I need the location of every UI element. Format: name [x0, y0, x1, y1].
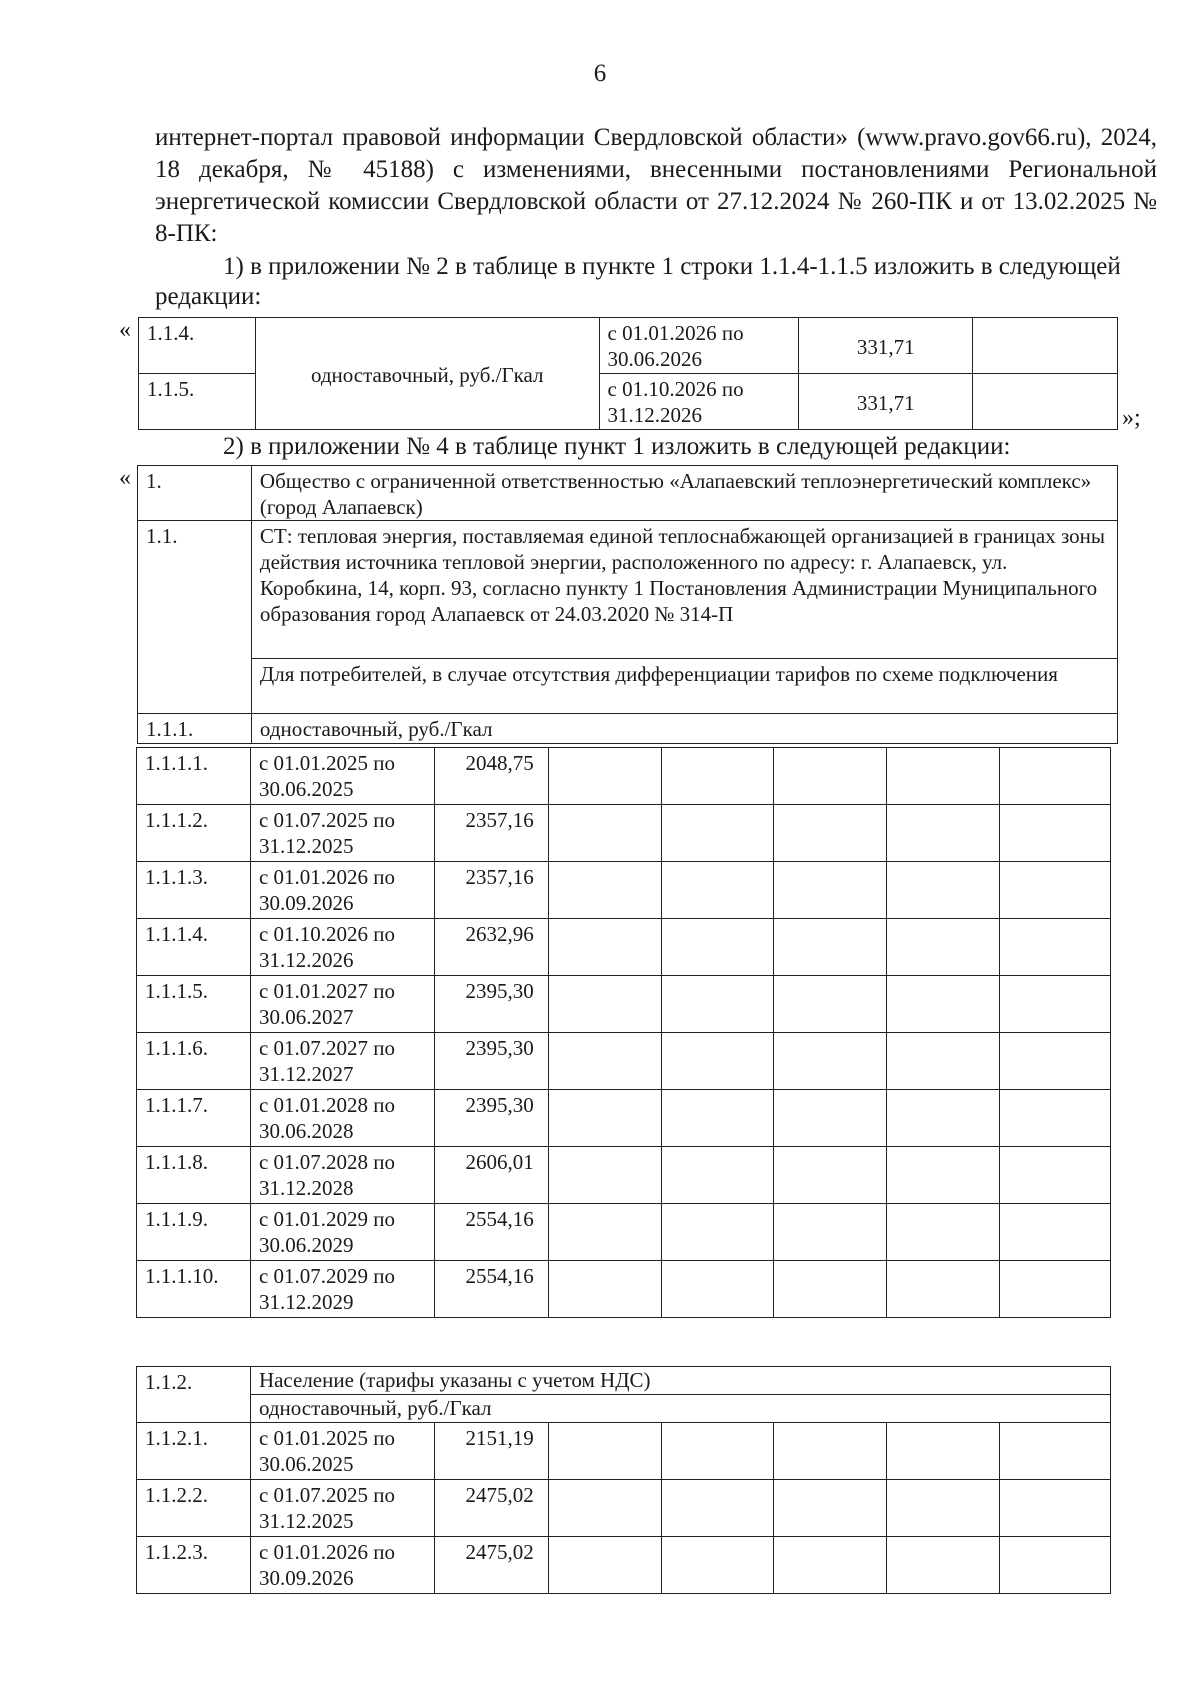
empty-cell [887, 919, 1000, 976]
empty-cell [1000, 1147, 1111, 1204]
tariff-rows-table [136, 747, 1111, 1318]
table-row [138, 521, 1118, 659]
population-label: Население (тарифы указаны с учетом НДС) [250, 1367, 1110, 1395]
row-number: 1.1.1.10. [137, 1261, 251, 1318]
empty-cell [887, 862, 1000, 919]
empty-cell [973, 318, 1118, 374]
empty-cell [548, 1480, 661, 1537]
period-cell: с 01.10.2026 по 31.12.2026 [250, 919, 434, 976]
intro-paragraph: интернет-портал правовой информации Свердловской области» (www.pravo.gov66.ru), 2024, 18 декабря, № 45188) с изменениями, внесенными постановлениями Региональной энергетической комиссии Свердловской области от 27.12.2024 № 260-ПК и от 13.02.2025 № 8-ПК: [155, 124, 1157, 247]
period-cell: с 01.01.2028 по 30.06.2028 [250, 1090, 434, 1147]
period-cell: с 01.01.2029 по 30.06.2029 [250, 1204, 434, 1261]
empty-cell [887, 1423, 1000, 1480]
value-cell: 2632,96 [434, 919, 548, 976]
consumers-description: Для потребителей, в случае отсутствия дифференциации тарифов по схеме подключения [251, 659, 1117, 714]
value-cell: 2048,75 [434, 748, 548, 805]
empty-cell [1000, 1204, 1111, 1261]
value-cell: 2151,19 [434, 1423, 548, 1480]
row-number: 1.1.2.2. [137, 1480, 251, 1537]
table-row [137, 1261, 1111, 1318]
empty-cell [661, 1033, 774, 1090]
empty-cell [1000, 1033, 1111, 1090]
empty-cell [661, 919, 774, 976]
table-row [137, 805, 1111, 862]
empty-cell [1000, 805, 1111, 862]
sub-number: 1.1.1. [138, 714, 252, 744]
row-number: 1.1.4. [139, 318, 256, 374]
period-cell: с 01.07.2025 по 31.12.2025 [250, 805, 434, 862]
table-row [137, 1147, 1111, 1204]
empty-cell [548, 1090, 661, 1147]
value-cell: 2554,16 [434, 1261, 548, 1318]
empty-cell [1000, 862, 1111, 919]
row-number: 1.1.1.8. [137, 1147, 251, 1204]
empty-cell [661, 1204, 774, 1261]
tariff-table-appendix-2 [138, 317, 1118, 430]
row-number: 1.1.1.6. [137, 1033, 251, 1090]
row-number: 1.1.1.1. [137, 748, 251, 805]
period-cell: с 01.01.2026 по 30.09.2026 [250, 862, 434, 919]
empty-cell [887, 976, 1000, 1033]
empty-cell [661, 1147, 774, 1204]
empty-cell [774, 1204, 887, 1261]
period-cell: с 01.01.2027 по 30.06.2027 [250, 976, 434, 1033]
table-row [137, 919, 1111, 976]
table-row [137, 862, 1111, 919]
population-table [136, 1366, 1111, 1594]
empty-cell [887, 1537, 1000, 1594]
value-cell: 2395,30 [434, 976, 548, 1033]
period-cell: с 01.07.2025 по 31.12.2025 [250, 1480, 434, 1537]
population-number: 1.1.2. [137, 1367, 251, 1423]
empty-cell [774, 1090, 887, 1147]
empty-cell [548, 919, 661, 976]
empty-cell [548, 1147, 661, 1204]
row-number: 1.1.1.4. [137, 919, 251, 976]
empty-cell [548, 862, 661, 919]
table-row [137, 1090, 1111, 1147]
value-cell: 2395,30 [434, 1033, 548, 1090]
table-row [138, 714, 1118, 744]
empty-cell [661, 976, 774, 1033]
period-cell: с 01.01.2025 по 30.06.2025 [250, 1423, 434, 1480]
table-row [137, 748, 1111, 805]
table-row [137, 1204, 1111, 1261]
empty-cell [774, 862, 887, 919]
open-quote-2: « [119, 465, 131, 491]
empty-cell [1000, 1423, 1111, 1480]
empty-cell [1000, 1090, 1111, 1147]
org-header-table [137, 465, 1118, 744]
empty-cell [661, 1480, 774, 1537]
empty-cell [1000, 1537, 1111, 1594]
item-2-paragraph: 2) в приложении № 4 в таблице пункт 1 изложить в следующей редакции: [223, 433, 1011, 460]
org-name: Общество с ограниченной ответственностью «Алапаевский теплоэнергетический комплекс» (город Алапаевск) [251, 466, 1117, 521]
empty-cell [774, 1480, 887, 1537]
period-cell: с 01.07.2027 по 31.12.2027 [250, 1033, 434, 1090]
row-number: 1.1.2.1. [137, 1423, 251, 1480]
empty-cell [887, 1261, 1000, 1318]
org-number: 1. [138, 466, 252, 521]
empty-cell [1000, 919, 1111, 976]
value-cell: 331,71 [799, 318, 973, 374]
empty-cell [774, 805, 887, 862]
table-row [137, 1367, 1111, 1395]
item-1-paragraph: 1) в приложении № 2 в таблице в пункте 1 строки 1.1.4-1.1.5 изложить в следующей редакции: [155, 253, 1121, 310]
table-row [137, 1033, 1111, 1090]
empty-cell [661, 748, 774, 805]
value-cell: 2357,16 [434, 862, 548, 919]
table-row [139, 318, 1118, 374]
table-row [137, 1395, 1111, 1423]
empty-cell [661, 862, 774, 919]
empty-cell [661, 1537, 774, 1594]
st-number: 1.1. [138, 521, 252, 714]
open-quote-1: « [119, 317, 131, 343]
empty-cell [774, 1423, 887, 1480]
empty-cell [887, 805, 1000, 862]
period-cell: с 01.07.2028 по 31.12.2028 [250, 1147, 434, 1204]
empty-cell [774, 976, 887, 1033]
empty-cell [887, 1033, 1000, 1090]
value-cell: 2357,16 [434, 805, 548, 862]
empty-cell [887, 1147, 1000, 1204]
row-number: 1.1.1.5. [137, 976, 251, 1033]
empty-cell [774, 919, 887, 976]
st-description: СТ: тепловая энергия, поставляемая единой теплоснабжающей организацией в границах зоны действия источника тепловой энергии, расположенного по адресу: г. Алапаевск, ул. Коробкина, 14, корп. 93, согласно пункту 1 Постановления Администрации Муниципального образования город Алапаевск от 24.03.2020 № 314-П [251, 521, 1117, 659]
value-cell: 2606,01 [434, 1147, 548, 1204]
row-number: 1.1.5. [139, 374, 256, 430]
empty-cell [774, 748, 887, 805]
empty-cell [1000, 1480, 1111, 1537]
empty-cell [661, 805, 774, 862]
empty-cell [887, 1090, 1000, 1147]
empty-cell [548, 976, 661, 1033]
empty-cell [774, 1261, 887, 1318]
row-number: 1.1.1.7. [137, 1090, 251, 1147]
table-row [137, 1537, 1111, 1594]
sub-label: одноставочный, руб./Гкал [251, 714, 1117, 744]
empty-cell [1000, 976, 1111, 1033]
empty-cell [548, 1204, 661, 1261]
empty-cell [548, 805, 661, 862]
table-row [137, 976, 1111, 1033]
row-number: 1.1.1.3. [137, 862, 251, 919]
empty-cell [548, 1537, 661, 1594]
value-cell: 331,71 [799, 374, 973, 430]
empty-cell [548, 1423, 661, 1480]
row-number: 1.1.1.2. [137, 805, 251, 862]
value-cell: 2475,02 [434, 1480, 548, 1537]
population-sub-label: одноставочный, руб./Гкал [250, 1395, 1110, 1423]
empty-cell [973, 374, 1118, 430]
period-cell: с 01.01.2026 по 30.09.2026 [250, 1537, 434, 1594]
empty-cell [661, 1090, 774, 1147]
empty-cell [774, 1147, 887, 1204]
table-row [138, 466, 1118, 521]
row-number: 1.1.1.9. [137, 1204, 251, 1261]
tariff-type-label: одноставочный, руб./Гкал [255, 318, 599, 430]
page-number: 6 [593, 60, 607, 87]
empty-cell [887, 1204, 1000, 1261]
table-row [137, 1423, 1111, 1480]
value-cell: 2554,16 [434, 1204, 548, 1261]
empty-cell [887, 748, 1000, 805]
empty-cell [548, 1261, 661, 1318]
row-number: 1.1.2.3. [137, 1537, 251, 1594]
empty-cell [548, 1033, 661, 1090]
period-cell: с 01.01.2025 по 30.06.2025 [250, 748, 434, 805]
value-cell: 2395,30 [434, 1090, 548, 1147]
empty-cell [661, 1423, 774, 1480]
empty-cell [1000, 748, 1111, 805]
value-cell: 2475,02 [434, 1537, 548, 1594]
empty-cell [774, 1537, 887, 1594]
period-cell: с 01.10.2026 по 31.12.2026 [599, 374, 799, 430]
table-row [137, 1480, 1111, 1537]
empty-cell [774, 1033, 887, 1090]
empty-cell [548, 748, 661, 805]
table-row [138, 659, 1118, 714]
empty-cell [661, 1261, 774, 1318]
close-quote-1: »; [1122, 405, 1141, 431]
period-cell: с 01.07.2029 по 31.12.2029 [250, 1261, 434, 1318]
empty-cell [887, 1480, 1000, 1537]
empty-cell [1000, 1261, 1111, 1318]
period-cell: с 01.01.2026 по 30.06.2026 [599, 318, 799, 374]
